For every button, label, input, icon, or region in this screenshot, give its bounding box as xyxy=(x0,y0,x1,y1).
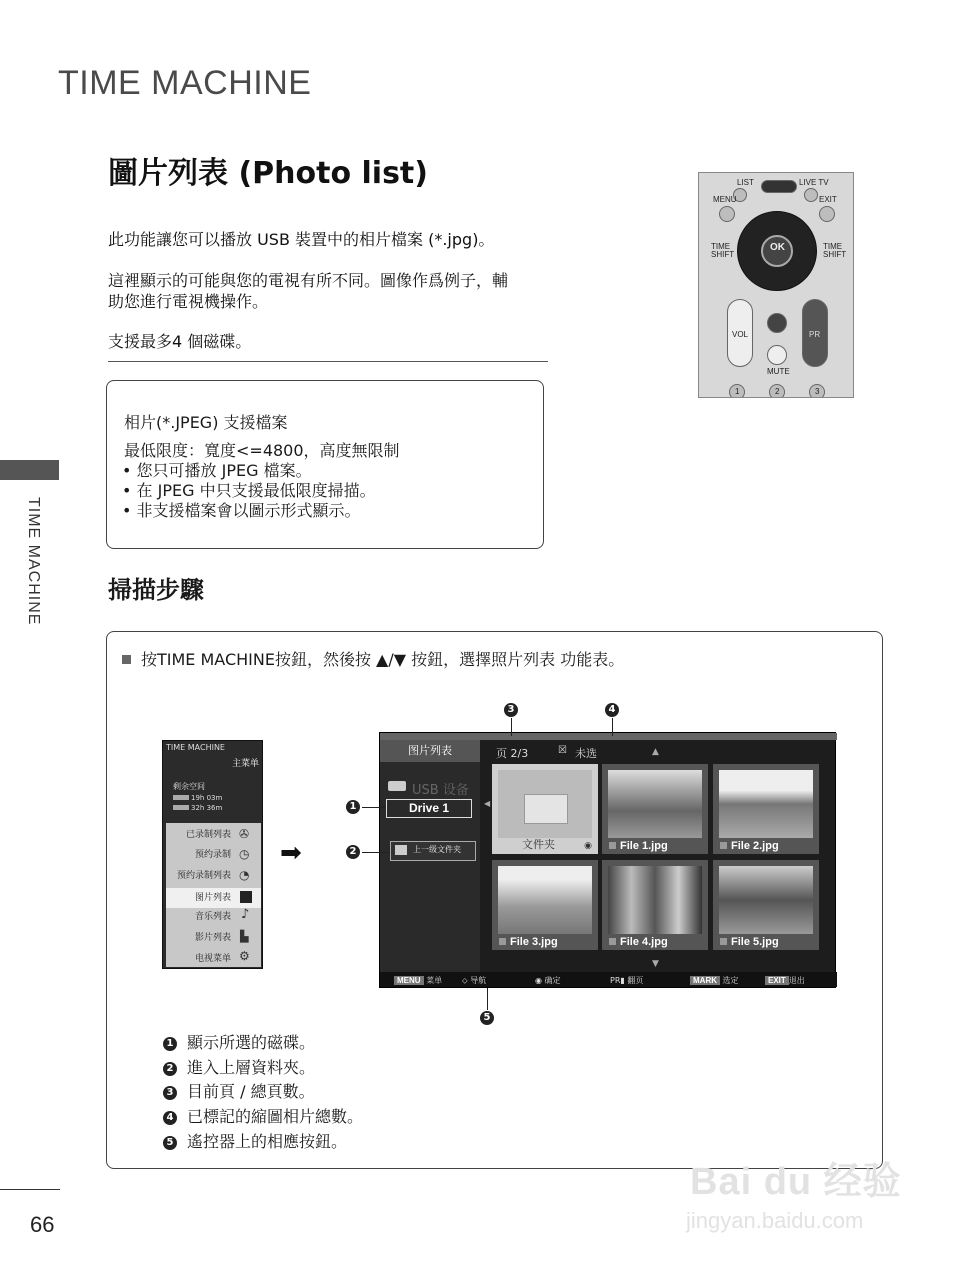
supported-files-title: 相片(*.JPEG) 支援檔案 xyxy=(124,413,288,432)
side-chapter-label: TIME MACHINE xyxy=(25,497,42,626)
callout-3-leader xyxy=(511,718,512,736)
checkbox-icon xyxy=(720,842,727,849)
remote-num-2-label: 2 xyxy=(775,387,780,396)
remote-mute-button xyxy=(767,345,787,365)
tab-photo-list[interactable]: 图片列表 xyxy=(380,740,480,762)
free-space-2 xyxy=(173,804,222,812)
page-header-title: TIME MACHINE xyxy=(58,64,312,102)
mini-menu-item-recorded[interactable]: 已录制列表 xyxy=(185,830,231,840)
step-instruction xyxy=(122,647,624,670)
help-navigate: ⬦ 导航 xyxy=(462,976,487,985)
legend-item-3 xyxy=(163,1081,315,1103)
legend-item-2 xyxy=(163,1057,315,1079)
photo-thumbnail-1 xyxy=(608,770,702,838)
file-label: File 5.jpg xyxy=(731,936,779,948)
remote-time-shift-left-label: TIME SHIFT xyxy=(711,242,735,259)
note-bullet-1: • 您只可播放 JPEG 檔案。 xyxy=(122,461,312,480)
callout-4-leader xyxy=(612,718,613,736)
folder-icon xyxy=(524,794,568,824)
help-ok: ◉ 确定 xyxy=(535,976,561,985)
tile-folder[interactable] xyxy=(492,764,598,854)
storage-bar-icon xyxy=(173,795,189,800)
help-mark: MARK 选定 xyxy=(690,975,739,986)
tile-file-1[interactable] xyxy=(602,764,708,854)
remote-num-1-label: 1 xyxy=(735,387,740,396)
side-tab-marker xyxy=(0,460,59,480)
tile-file-3[interactable] xyxy=(492,860,598,950)
mini-menu-title: TIME MACHINE xyxy=(166,743,225,752)
time-machine-main-menu xyxy=(162,740,263,969)
gear-icon: ⚙ xyxy=(239,949,250,963)
callout-3: 3 xyxy=(504,703,518,717)
marked-count: 未选 xyxy=(575,747,597,760)
movie-icon: ▙ xyxy=(240,930,249,943)
note-bullet-text: 非支援檔案會以圖示形式顯示。 xyxy=(136,501,361,520)
remote-num-3-label: 3 xyxy=(815,387,820,396)
callout-2: 2 xyxy=(346,845,360,859)
remote-exit-button xyxy=(819,206,835,222)
arrow-right-icon: ➡ xyxy=(280,838,302,868)
screen-top-bar xyxy=(380,733,837,740)
checkbox-icon xyxy=(609,842,616,849)
mini-menu-item-photo-list[interactable]: 图片列表 xyxy=(166,888,261,908)
storage-bar-icon xyxy=(173,805,189,810)
section-divider xyxy=(108,361,548,362)
note-bullet-text: 在 JPEG 中只支援最低限度掃描。 xyxy=(136,481,376,500)
page-indicator: 页 2/3 xyxy=(496,747,529,760)
scheduled-icon: ◷ xyxy=(239,847,250,861)
footer-rule xyxy=(0,1189,60,1190)
mini-menu-item-scheduled[interactable]: 预约录制 xyxy=(194,850,231,860)
folder-thumbnail-icon xyxy=(498,770,592,838)
legend-badge: 5 xyxy=(163,1136,177,1150)
callout-2-leader xyxy=(362,852,390,853)
legend-text: 已標記的縮圖相片總數。 xyxy=(187,1107,364,1126)
remote-mute-label: MUTE xyxy=(767,367,790,376)
usb-device-label: USB 设备 xyxy=(412,783,469,798)
checkbox-icon: ☒ xyxy=(558,745,567,756)
watermark-logo: Bai du 经验 xyxy=(690,1161,902,1203)
photo-list-screen xyxy=(379,732,836,988)
music-icon: ♪ xyxy=(241,907,250,922)
ok-icon: ◉ xyxy=(535,976,542,985)
file-label: File 1.jpg xyxy=(620,840,668,852)
help-page: PR▮ 翻页 xyxy=(610,976,644,985)
legend-badge: 3 xyxy=(163,1086,177,1100)
file-name-1 xyxy=(609,840,668,852)
remote-exit-label: EXIT xyxy=(819,195,837,204)
remote-pr-label: PR xyxy=(809,330,821,339)
file-name-5 xyxy=(720,936,779,948)
help-exit: EXIT 退出 xyxy=(765,975,805,986)
remote-time-machine-button xyxy=(761,180,797,193)
navigate-icon: ⬦ xyxy=(462,976,468,985)
legend-text: 顯示所選的磁碟。 xyxy=(187,1033,316,1052)
scroll-down-icon[interactable]: ▼ xyxy=(652,959,659,969)
bottom-help-bar xyxy=(380,972,837,987)
step-square-icon xyxy=(122,655,131,664)
file-name-2 xyxy=(720,840,779,852)
remote-control-illustration xyxy=(698,172,854,398)
free-space-1-value: 19h 03m xyxy=(191,794,223,802)
photo-thumbnail-4 xyxy=(608,866,702,934)
usb-icon xyxy=(388,781,406,791)
legend-badge: 2 xyxy=(163,1062,177,1076)
section-title: 圖片列表 (Photo list) xyxy=(108,156,428,191)
free-space-label: 剩余空间 xyxy=(173,782,205,791)
remote-fav-button xyxy=(767,313,787,333)
pr-icon: ▮ xyxy=(620,976,625,985)
callout-1-leader xyxy=(362,807,386,808)
legend-text: 目前頁 / 總頁數。 xyxy=(187,1082,315,1101)
up-folder-label: 上一级文件夹 xyxy=(413,845,461,854)
intro-paragraph-2a: 這裡顯示的可能與您的電視有所不同。圖像作爲例子，輔 xyxy=(108,271,509,290)
remote-vol-label: VOL xyxy=(732,330,749,339)
legend-item-1 xyxy=(163,1032,315,1054)
file-label: File 4.jpg xyxy=(620,936,668,948)
file-label: File 2.jpg xyxy=(731,840,779,852)
note-bullet-2: • 在 JPEG 中只支援最低限度掃描。 xyxy=(122,481,376,500)
intro-paragraph-1: 此功能讓您可以播放 USB 裝置中的相片檔案 (*.jpg)。 xyxy=(108,230,495,249)
page-number: 66 xyxy=(30,1212,55,1237)
legend-text: 遙控器上的相應按鈕。 xyxy=(187,1132,348,1151)
mini-menu-item-schedule-list[interactable]: 预约录制列表 xyxy=(176,871,231,881)
watermark-url: jingyan.baidu.com xyxy=(686,1208,864,1233)
tile-file-2[interactable] xyxy=(713,764,819,854)
checkbox-icon xyxy=(609,938,616,945)
scroll-left-icon[interactable]: ◀ xyxy=(484,799,491,808)
photo-icon xyxy=(240,891,252,903)
photo-thumbnail-5 xyxy=(719,866,813,934)
intro-paragraph-2b: 助您進行電視機操作。 xyxy=(108,292,269,311)
note-bullet-text: 您只可播放 JPEG 檔案。 xyxy=(136,461,312,480)
note-bullet-3: • 非支援檔案會以圖示形式顯示。 xyxy=(122,501,361,520)
remote-menu-label: MENU xyxy=(713,195,737,204)
file-name-3 xyxy=(499,936,558,948)
remote-live-tv-label: LIVE TV xyxy=(799,178,829,187)
remote-time-shift-right-label: TIME SHIFT xyxy=(823,242,847,259)
checkbox-icon xyxy=(720,938,727,945)
folder-name: 文件夹 xyxy=(522,838,555,851)
legend-badge: 1 xyxy=(163,1037,177,1051)
folder-up-icon xyxy=(395,845,407,855)
scan-steps-title: 掃描步驟 xyxy=(108,576,204,604)
help-menu: MENU 菜单 xyxy=(394,975,442,986)
callout-5: 5 xyxy=(480,1011,494,1025)
mini-menu-subtitle: 主菜单 xyxy=(231,759,259,769)
mini-menu-item-movie-list[interactable]: 影片列表 xyxy=(194,933,231,943)
play-icon: ◉ xyxy=(584,841,592,851)
up-folder-button[interactable] xyxy=(390,841,476,861)
photo-thumbnail-2 xyxy=(719,770,813,838)
tile-file-5[interactable] xyxy=(713,860,819,950)
mini-menu-item-music-list[interactable]: 音乐列表 xyxy=(194,912,231,922)
schedule-list-icon: ◔ xyxy=(239,868,250,882)
file-name-4 xyxy=(609,936,668,948)
legend-item-5 xyxy=(163,1131,347,1153)
tile-file-4[interactable] xyxy=(602,860,708,950)
checkbox-icon xyxy=(499,938,506,945)
mini-menu-item-tv-menu[interactable]: 电视菜单 xyxy=(194,954,231,964)
remote-list-label: LIST xyxy=(737,178,754,187)
free-space-2-value: 32h 36m xyxy=(191,804,223,812)
photo-thumbnail-3 xyxy=(498,866,592,934)
callout-5-leader xyxy=(487,988,488,1010)
legend-item-4 xyxy=(163,1106,363,1128)
callout-4: 4 xyxy=(605,703,619,717)
remote-ok-label: OK xyxy=(770,242,785,253)
recorded-icon: ✇ xyxy=(239,827,250,841)
drive-1-button[interactable]: Drive 1 xyxy=(386,799,472,818)
remote-menu-button xyxy=(719,206,735,222)
file-label: File 3.jpg xyxy=(510,936,558,948)
callout-1: 1 xyxy=(346,800,360,814)
free-space-1 xyxy=(173,794,222,802)
remote-live-tv-button xyxy=(804,188,818,202)
intro-paragraph-3: 支援最多4 個磁碟。 xyxy=(108,332,252,351)
legend-text: 進入上層資料夾。 xyxy=(187,1058,316,1077)
step-instruction-text: 按TIME MACHINE按鈕，然後按 ▲/▼ 按鈕，選擇照片列表 功能表。 xyxy=(141,650,625,669)
resolution-limit: 最低限度：寬度<=4800，高度無限制 xyxy=(124,441,400,460)
legend-badge: 4 xyxy=(163,1111,177,1125)
scroll-up-icon[interactable]: ▲ xyxy=(652,747,659,757)
